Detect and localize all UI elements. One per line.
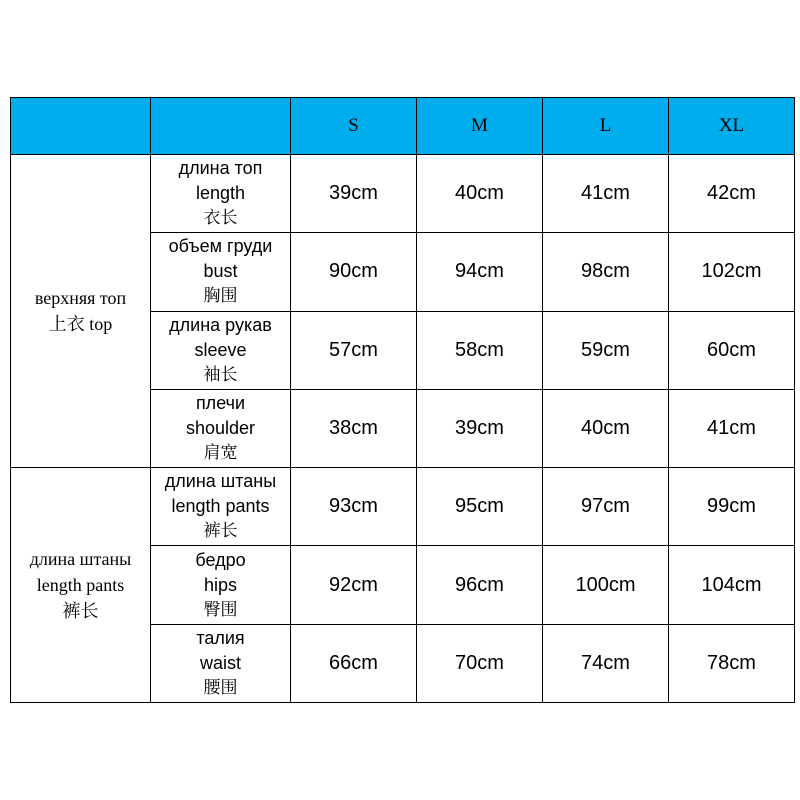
value-cell-m: 39cm	[417, 389, 543, 467]
group-label-zh-en: 上衣 top	[48, 314, 113, 335]
param-cell	[151, 233, 291, 311]
param-en: length pants	[171, 496, 270, 517]
param-ru: плечи	[195, 392, 246, 413]
value-cell-xl: 42cm	[669, 155, 795, 233]
group-label-ru: верхняя топ	[34, 288, 127, 309]
value-cell-xl: 99cm	[669, 468, 795, 546]
param-cell	[151, 155, 291, 233]
param-ru: бедро	[195, 549, 246, 570]
param-en: bust	[203, 261, 238, 282]
header-blank-param	[151, 98, 291, 155]
value-cell-s: 66cm	[291, 624, 417, 702]
param-en: sleeve	[194, 339, 247, 360]
param-en: shoulder	[185, 417, 256, 438]
value-cell-m: 95cm	[417, 468, 543, 546]
param-cell	[151, 624, 291, 702]
value-cell-s: 90cm	[291, 233, 417, 311]
param-cell	[151, 546, 291, 624]
param-ru: длина рукав	[169, 314, 272, 335]
header-size-xl: XL	[669, 98, 795, 155]
param-cell	[151, 468, 291, 546]
param-ru: талия	[196, 627, 245, 648]
group-label-top	[11, 155, 151, 468]
param-cell	[151, 311, 291, 389]
value-cell-m: 94cm	[417, 233, 543, 311]
param-en: hips	[203, 574, 238, 595]
value-cell-s: 57cm	[291, 311, 417, 389]
value-cell-m: 96cm	[417, 546, 543, 624]
value-cell-xl: 104cm	[669, 546, 795, 624]
param-ru: длина топ	[178, 158, 263, 179]
group-label-ru: длина штаны	[29, 549, 132, 570]
value-cell-s: 38cm	[291, 389, 417, 467]
param-zh: 胸围	[203, 286, 238, 307]
value-cell-m: 70cm	[417, 624, 543, 702]
param-zh: 腰围	[203, 677, 238, 698]
value-cell-l: 59cm	[543, 311, 669, 389]
table-row	[11, 155, 795, 233]
header-blank-group	[11, 98, 151, 155]
param-en: waist	[199, 652, 241, 673]
group-label-zh: 裤长	[62, 601, 99, 622]
param-zh: 袖长	[203, 364, 238, 385]
size-chart-table	[10, 97, 795, 703]
value-cell-xl: 41cm	[669, 389, 795, 467]
header-size-m: M	[417, 98, 543, 155]
value-cell-l: 74cm	[543, 624, 669, 702]
value-cell-l: 40cm	[543, 389, 669, 467]
value-cell-l: 97cm	[543, 468, 669, 546]
value-cell-s: 39cm	[291, 155, 417, 233]
value-cell-xl: 102cm	[669, 233, 795, 311]
header-size-s: S	[291, 98, 417, 155]
value-cell-l: 41cm	[543, 155, 669, 233]
group-label-en: length pants	[36, 575, 125, 596]
param-en: length	[195, 183, 246, 204]
table-row	[11, 468, 795, 546]
header-size-l: L	[543, 98, 669, 155]
value-cell-m: 58cm	[417, 311, 543, 389]
value-cell-xl: 78cm	[669, 624, 795, 702]
param-cell	[151, 389, 291, 467]
value-cell-l: 98cm	[543, 233, 669, 311]
param-ru: объем груди	[168, 236, 273, 257]
value-cell-l: 100cm	[543, 546, 669, 624]
header-row	[11, 98, 795, 155]
param-zh: 裤长	[203, 521, 238, 542]
group-label-pants	[11, 468, 151, 703]
param-zh: 臀围	[203, 599, 238, 620]
value-cell-s: 92cm	[291, 546, 417, 624]
param-zh: 衣长	[203, 208, 238, 229]
param-ru: длина штаны	[164, 471, 277, 492]
value-cell-xl: 60cm	[669, 311, 795, 389]
param-zh: 肩宽	[203, 442, 238, 463]
value-cell-m: 40cm	[417, 155, 543, 233]
value-cell-s: 93cm	[291, 468, 417, 546]
